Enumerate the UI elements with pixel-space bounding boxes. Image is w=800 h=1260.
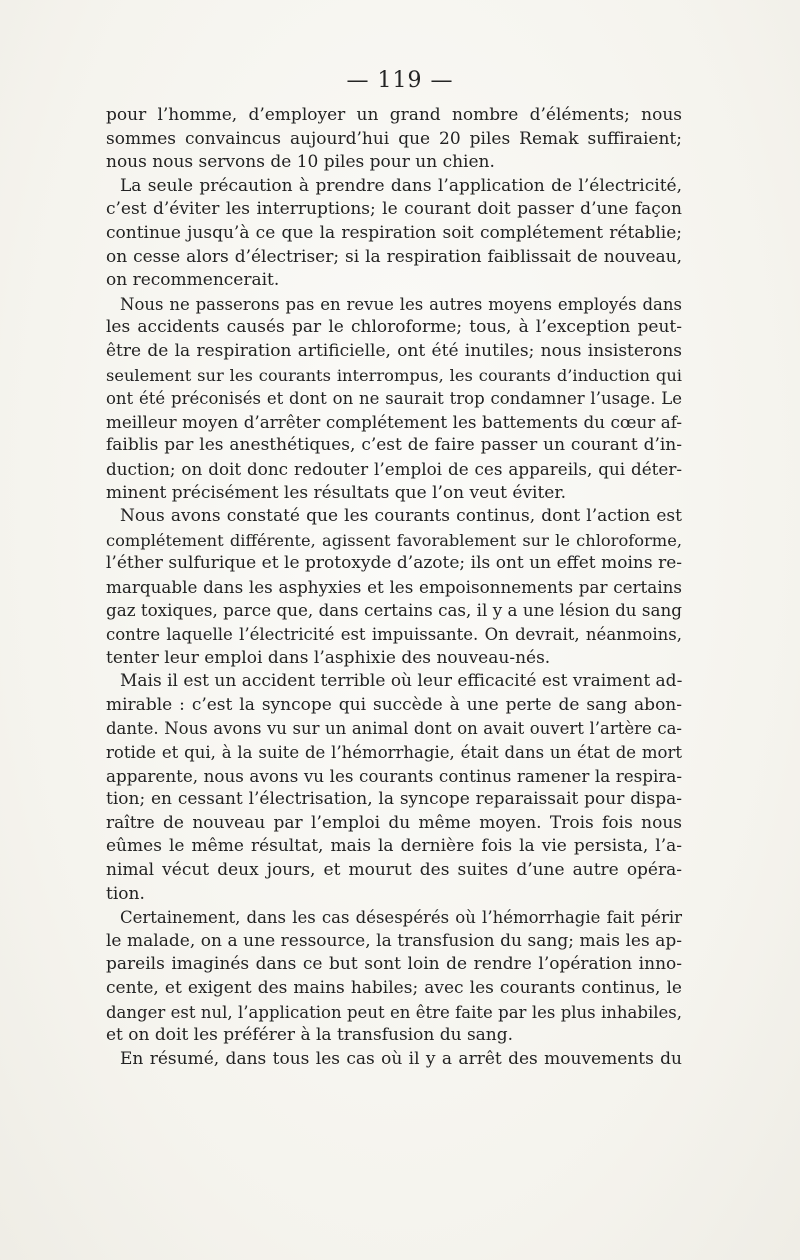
text-line: rotide et qui, à la suite de l’hémorrhagie, était dans un état de mort xyxy=(106,743,682,763)
text-line: on recommencerait. xyxy=(106,270,280,291)
text-line: En résumé, dans tous les cas où il y a arrêt des mouvements du xyxy=(120,1048,682,1069)
text-line: eûmes le même résultat, mais la dernière fois la vie persista, l’a- xyxy=(106,836,682,857)
text-line: Mais il est un accident terrible où leur efficacité est vraiment ad- xyxy=(120,671,683,692)
text-line: tion. xyxy=(106,883,145,904)
text-line: tenter leur emploi dans l’asphixie des nouveau-nés. xyxy=(106,647,551,668)
text-line: faiblis par les anesthétiques, c’est de faire passer un courant d’in- xyxy=(106,435,682,456)
text-line: pareils imaginés dans ce but sont loin de rendre l’opération inno- xyxy=(106,954,682,975)
text-line: contre laquelle l’électricité est impuissante. On devrait, néanmoins, xyxy=(106,625,682,645)
text-line: les accidents causés par le chloroforme; tous, à l’exception peut- xyxy=(106,317,682,338)
text-line: cente, et exigent des mains habiles; avec les courants continus, le xyxy=(106,977,682,998)
text-line: continue jusqu’à ce que la respiration soit complétement rétablie; xyxy=(106,222,682,243)
text-line: apparente, nous avons vu les courants continus ramener la respira- xyxy=(106,765,682,786)
text-line: l’éther sulfurique et le protoxyde d’azote; ils ont un effet moins re- xyxy=(106,553,682,574)
text-line: sommes convaincus aujourd’hui que 20 piles Remak suffiraient; xyxy=(106,128,682,149)
text-line: gaz toxiques, parce que, dans certains cas, il y a une lésion du sang xyxy=(106,600,682,621)
text-line: c’est d’éviter les interruptions; le courant doit passer d’une façon xyxy=(106,199,682,220)
text-line: dante. Nous avons vu sur un animal dont on avait ouvert l’artère ca- xyxy=(106,719,682,739)
text-line: La seule précaution à prendre dans l’application de l’électricité, xyxy=(120,175,682,196)
text-line: on cesse alors d’électriser; si la respiration faiblissait de nouveau, xyxy=(106,246,682,267)
body-text xyxy=(106,104,682,1071)
text-line: Nous avons constaté que les courants continus, dont l’action est xyxy=(120,506,682,527)
text-line: nous nous servons de 10 piles pour un chien. xyxy=(106,152,495,173)
text-line: mirable : c’est la syncope qui succède à une perte de sang abon- xyxy=(106,694,682,715)
text-line: Nous ne passerons pas en revue les autres moyens employés dans xyxy=(120,294,682,314)
text-line: ont été préconisés et dont on ne saurait trop condamner l’usage. Le xyxy=(106,389,682,409)
text-line: tion; en cessant l’électrisation, la syncope reparaissait pour dispa- xyxy=(106,789,682,810)
text-line: raître de nouveau par l’emploi du même moyen. Trois fois nous xyxy=(106,812,682,833)
text-line: minent précisément les résultats que l’on veut éviter. xyxy=(106,482,567,503)
page-number: — 119 — xyxy=(346,68,454,93)
text-line: nimal vécut deux jours, et mourut des suites d’une autre opéra- xyxy=(106,860,682,880)
text-line: le malade, on a une ressource, la transfusion du sang; mais les ap- xyxy=(106,930,682,951)
text-line: seulement sur les courants interrompus, les courants d’induction qui xyxy=(106,365,682,385)
text-line: et on doit les préférer à la transfusion du sang. xyxy=(106,1025,514,1046)
text-line: complétement différente, agissent favorablement sur le chloroforme, xyxy=(106,530,682,550)
text-line: Certainement, dans les cas désespérés où l’hémorrhagie fait périr xyxy=(120,908,682,928)
text-line: duction; on doit donc redouter l’emploi de ces appareils, qui déter- xyxy=(106,458,682,479)
text-line: être de la respiration artificielle, ont été inutiles; nous insisterons xyxy=(106,340,682,361)
text-line: meilleur moyen d’arrêter complétement les battements du cœur af- xyxy=(106,411,682,432)
text-line: danger est nul, l’application peut en être faite par les plus inhabiles, xyxy=(106,1002,682,1022)
text-line: marquable dans les asphyxies et les empoisonnements par certains xyxy=(106,576,682,597)
text-line: pour l’homme, d’employer un grand nombre d’éléments; nous xyxy=(106,105,682,125)
